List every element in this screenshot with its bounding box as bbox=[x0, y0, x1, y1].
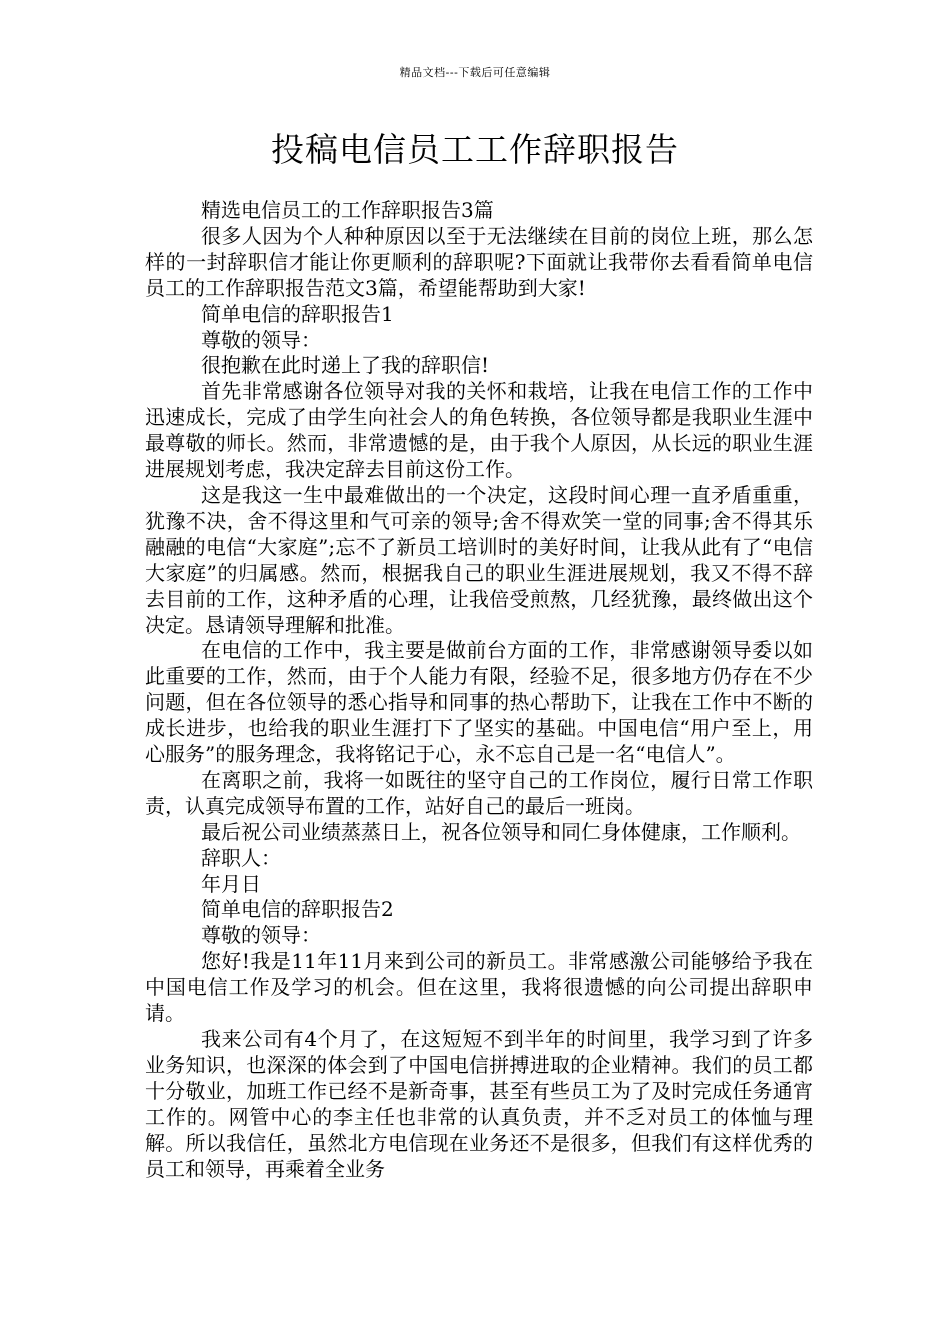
paragraph: 在电信的工作中，我主要是做前台方面的工作，非常感谢领导委以如此重要的工作，然而，由于个人能力有限，经验不足，很多地方仍存在不少问题，但在各位领导的悉心指导和同事的热心帮助下，让我在工作中不断的成长进步，也给我的职业生涯打下了坚实的基础。中国电信“用户至上，用心服务”的服务理念，我将铭记于心，永不忘自己是一名“电信人”。 bbox=[145, 638, 813, 767]
page-header: 精品文档---下载后可任意编辑 bbox=[399, 66, 551, 79]
document-body bbox=[145, 198, 813, 1182]
paragraph: 我来公司有4个月了，在这短短不到半年的时间里，我学习到了许多业务知识，也深深的体会到了中国电信拼搏进取的企业精神。我们的员工都十分敬业，加班工作已经不是新奇事，甚至有些员工为了及时完成任务通宵工作的。网管中心的李主任也非常的认真负责，并不乏对员工的体恤与理解。所以我信任，虽然北方电信现在业务还不是很多，但我们有这样优秀的员工和领导，再乘着全业务 bbox=[145, 1027, 813, 1181]
paragraph: 尊敬的领导： bbox=[201, 923, 321, 948]
paragraph: 简单电信的辞职报告1 bbox=[201, 301, 394, 326]
paragraph: 您好!我是11年11月来到公司的新员工。非常感激公司能够给予我在中国电信工作及学习的机会。但在这里，我将很遗憾的向公司提出辞职申请。 bbox=[145, 949, 813, 1026]
paragraph: 年月日 bbox=[201, 871, 261, 896]
paragraph: 辞职人： bbox=[201, 845, 281, 870]
paragraph: 最后祝公司业绩蒸蒸日上，祝各位领导和同仁身体健康，工作顺利。 bbox=[201, 819, 801, 844]
paragraph: 这是我这一生中最难做出的一个决定，这段时间心理一直矛盾重重，犹豫不决，舍不得这里和气可亲的领导;舍不得欢笑一堂的同事;舍不得其乐融融的电信“大家庭”;忘不了新员工培训时的美好时间，让我从此有了“电信大家庭”的归属感。然而，根据我自己的职业生涯进展规划，我又不得不辞去目前的工作，这种矛盾的心理，让我倍受煎熬，几经犹豫，最终做出这个决定。恳请领导理解和批准。 bbox=[145, 482, 813, 637]
paragraph: 很抱歉在此时递上了我的辞职信! bbox=[201, 353, 490, 378]
document-title: 投稿电信员工工作辞职报告 bbox=[271, 130, 679, 169]
paragraph: 在离职之前，我将一如既往的坚守自己的工作岗位，履行日常工作职责，认真完成领导布置的工作，站好自己的最后一班岗。 bbox=[145, 767, 813, 818]
paragraph: 精选电信员工的工作辞职报告3篇 bbox=[201, 198, 494, 222]
paragraph: 尊敬的领导： bbox=[201, 327, 321, 352]
paragraph: 很多人因为个人种种原因以至于无法继续在目前的岗位上班，那么怎样的一封辞职信才能让你更顺利的辞职呢?下面就让我带你去看看简单电信员工的工作辞职报告范文3篇，希望能帮助到大家! bbox=[145, 223, 813, 300]
paragraph: 首先非常感谢各位领导对我的关怀和栽培，让我在电信工作的工作中迅速成长，完成了由学生向社会人的角色转换，各位领导都是我职业生涯中最尊敬的师长。然而，非常遗憾的是，由于我个人原因，从长远的职业生涯进展规划考虑，我决定辞去目前这份工作。 bbox=[145, 379, 813, 482]
paragraph: 简单电信的辞职报告2 bbox=[201, 897, 394, 922]
